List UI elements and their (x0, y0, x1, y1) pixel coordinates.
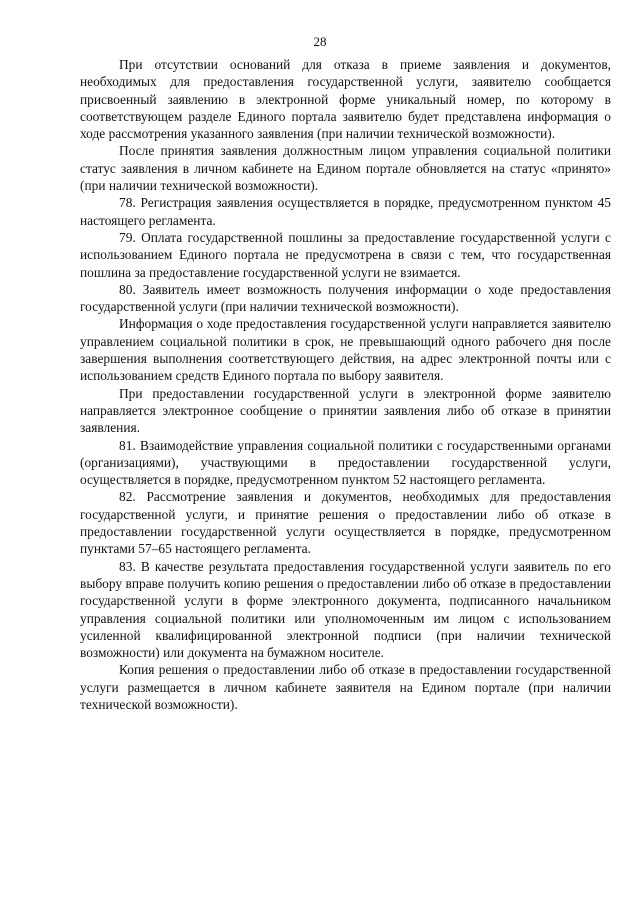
paragraph-item-78: 78. Регистрация заявления осуществляется в порядке, предусмотренном пунктом 45 настоящего регламента. (80, 195, 611, 228)
paragraph-item-83: 83. В качестве результата предоставления государственной услуги заявитель по его выбору вправе получить копию решения о предоставлении либо об отказе в предоставлении государственной услуги в форме электронного документа, подписанного начальником управления социальной политики или уполномоченным им лицом с использованием усиленной квалифицированной электронной подписи (при наличии технической возможности) или документа на бумажном носителе. (80, 558, 611, 661)
paragraph: Копия решения о предоставлении либо об отказе в предоставлении государственной услуги размещается в личном кабинете заявителя на Едином портале (при наличии технической возможности). (80, 662, 611, 712)
paragraph-item-79: 79. Оплата государственной пошлины за предоставление государственной услуги с использованием Единого портала не предусмотрена в связи с тем, что государственная пошлина за предоставление государственной услуги не взимается. (80, 229, 611, 280)
paragraph: Информация о ходе предоставления государственной услуги направляется заявителю управлением социальной политики в срок, не превышающий одного рабочего дня после завершения выполнения соответствующего действия, на адрес электронной почты или с использованием средств Единого портала по выбору заявителя. (80, 316, 611, 384)
paragraph-item-81: 81. Взаимодействие управления социальной политики с государственными органами (организациями), участвующими в предоставлении государственной услуги, осуществляется в порядке, предусмотренном пунктом 52 настоящего регламента. (80, 437, 611, 488)
paragraph: При предоставлении государственной услуги в электронной форме заявителю направляется электронное сообщение о принятии заявления либо об отказе в принятии заявления. (80, 385, 611, 436)
paragraph-item-80: 80. Заявитель имеет возможность получения информации о ходе предоставления государственной услуги (при наличии технической возможности). (80, 281, 611, 315)
paragraph-item-82: 82. Рассмотрение заявления и документов, необходимых для предоставления государственной услуги, и принятие решения о предоставлении либо об отказе в предоставлении государственной услуги осуществляется в порядке, предусмотренном пунктами 57–65 настоящего регламента. (80, 489, 611, 557)
page-number: 28 (313, 34, 327, 49)
paragraph: После принятия заявления должностным лицом управления социальной политики статус заявления в личном кабинете на Едином портале обновляется на статус «принято» (при наличии технической возможности). (80, 143, 611, 194)
paragraph: При отсутствии оснований для отказа в приеме заявления и документов, необходимых для предоставления государственной услуги, заявителю сообщается присвоенный заявлению в электронной форме уникальный номер, по которому в соответствующем разделе Единого портала заявителю будет представлена информация о ходе рассмотрения указанного заявления (при наличии технической возможности). (80, 57, 611, 142)
document-body (80, 56, 611, 713)
